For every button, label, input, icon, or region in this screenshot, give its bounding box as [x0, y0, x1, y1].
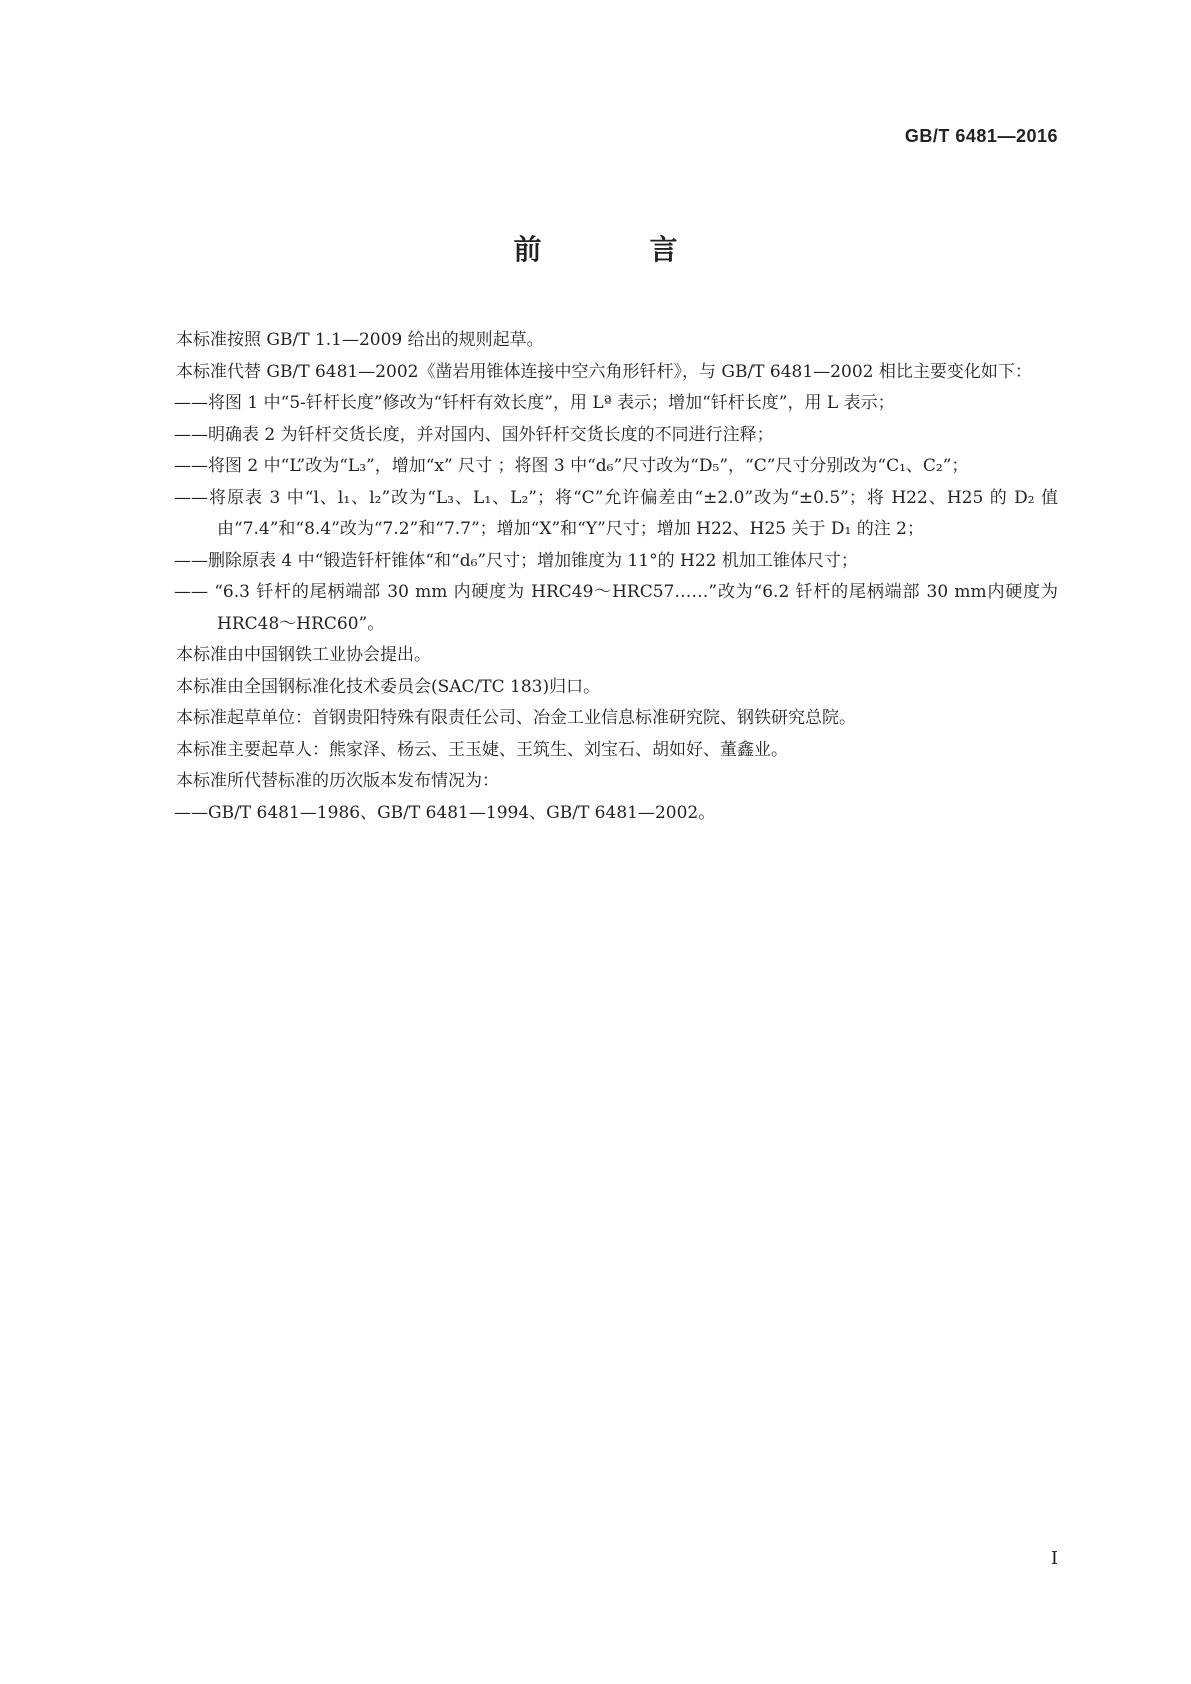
history-item: ——GB/T 6481—1986、GB/T 6481—1994、GB/T 6481—2002。 [174, 802, 716, 823]
paragraph-committee: 本标准由全国钢标准化技术委员会(SAC/TC 183)归口。 [176, 676, 601, 697]
paragraph-history-intro: 本标准所代替标准的历次版本发布情况为： [176, 771, 499, 791]
change-item: —— “6.3 钎杆的尾柄端部 30 mm 内硬度为 HRC49～HRC57……”改为“6.2 钎杆的尾柄端部 30 mm内硬度为 HRC48～HRC60”。 [174, 582, 1058, 634]
paragraph-replacement: 本标准代替 GB/T 6481—2002《凿岩用锥体连接中空六角形钎杆》，与 GB/T 6481—2002 相比主要变化如下： [176, 361, 1032, 382]
document-body [133, 325, 1058, 829]
change-item: ——将图 1 中“5-钎杆长度”修改为“钎杆有效长度”，用 Lª 表示；增加“钎杆长度”，用 L 表示； [174, 393, 895, 413]
change-item: ——将原表 3 中“l、l₁、l₂”改为“L₃、L₁、L₂”；将“C”允许偏差由“±2.0”改为“±0.5”；将 H22、H25 的 D₂ 值由“7.4”和“8.4”改为“7.2”和“7.7”；增加“X”和“Y”尺寸；增加 H22、H25 关于 D₁ 的注 2； [174, 487, 1058, 539]
change-item: ——删除原表 4 中“锻造钎杆锥体“和“d₆”尺寸；增加锥度为 11°的 H22 机加工锥体尺寸； [174, 550, 858, 571]
page-number: I [1050, 1548, 1058, 1569]
paragraph-drafting-rules: 本标准按照 GB/T 1.1—2009 给出的规则起草。 [176, 330, 544, 350]
paragraph-proposer: 本标准由中国钢铁工业协会提出。 [176, 645, 431, 665]
page-title: 前 言 [513, 233, 718, 266]
change-item: ——明确表 2 为钎杆交货长度，并对国内、国外钎杆交货长度的不同进行注释； [174, 424, 774, 445]
paragraph-drafting-units: 本标准起草单位：首钢贵阳特殊有限责任公司、冶金工业信息标准研究院、钢铁研究总院。 [176, 708, 856, 728]
standard-code: GB/T 6481—2016 [904, 126, 1058, 146]
paragraph-drafters: 本标准主要起草人：熊家泽、杨云、王玉婕、王筑生、刘宝石、胡如好、董鑫业。 [176, 739, 788, 760]
change-item: ——将图 2 中“L”改为“L₃”，增加“x” 尺寸 ；将图 3 中“d₆”尺寸改为“D₅”，“C”尺寸分别改为“C₁、C₂”； [174, 456, 969, 476]
